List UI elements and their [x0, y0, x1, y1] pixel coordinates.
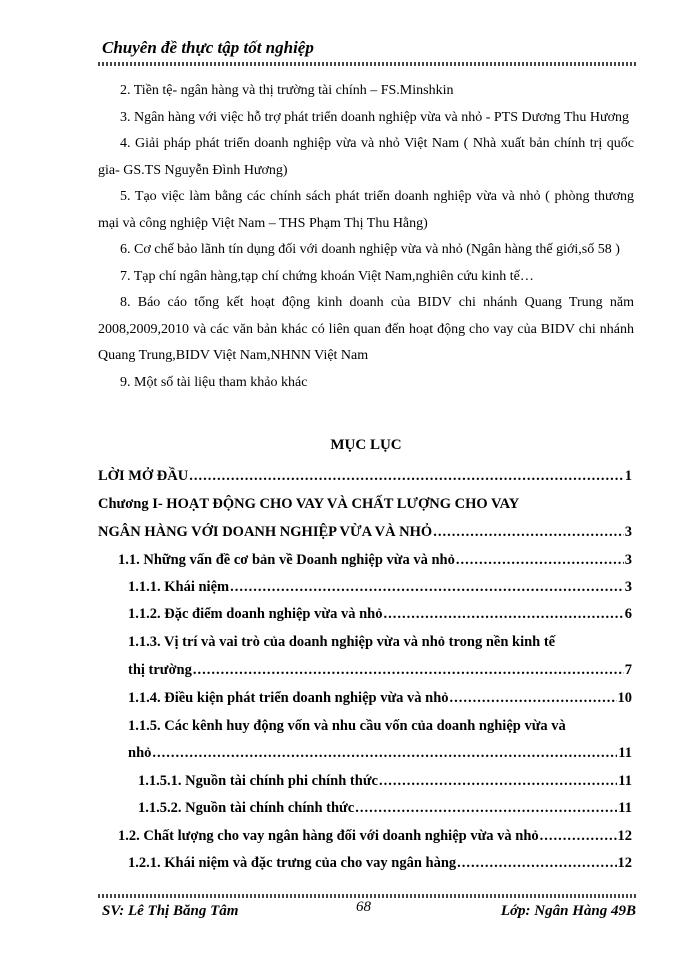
toc-entry[interactable]	[128, 853, 632, 873]
toc-entry[interactable]	[98, 522, 632, 542]
reference-list	[98, 78, 634, 396]
toc-leader-dots	[450, 688, 617, 708]
reference-item: 8. Báo cáo tổng kết hoạt động kinh doanh của BIDV chi nhánh Quang Trung năm 2008,2009,2010 và các văn bản khác có liên quan đến hoạt động cho vay của BIDV chi nhánh Quang Trung,BIDV Việt Nam,NHNN Việt Nam	[98, 295, 634, 363]
toc-entry-label: 1.2.1. Khái niệm và đặc trưng của cho vay ngân hàng	[128, 855, 457, 871]
toc-entry[interactable]	[138, 771, 632, 791]
toc-entry-label: 1.1.5.1. Nguồn tài chính phi chính thức	[138, 773, 378, 789]
toc-leader-dots	[540, 826, 617, 846]
toc-entry-page: 3	[624, 552, 632, 568]
toc-entry-label-line1[interactable]: 1.1.5. Các kênh huy động vốn và nhu cầu vốn của doanh nghiệp vừa và	[128, 718, 566, 734]
reference-item: 3. Ngân hàng với việc hỗ trợ phát triển doanh nghiệp vừa và nhỏ - PTS Dương Thu Hương	[120, 109, 629, 125]
reference-item: 9. Một số tài liệu tham khảo khác	[120, 374, 308, 390]
toc-entry-label: nhỏ	[128, 745, 152, 761]
footer-page-number: 68	[356, 899, 371, 915]
toc-entry[interactable]	[118, 550, 632, 570]
toc-entry-page: 3	[624, 579, 632, 595]
toc-entry-label: 1.1. Những vấn đề cơ bản về Doanh nghiệp vừa và nhỏ	[118, 552, 455, 568]
toc-entry-label: 1.1.2. Đặc điểm doanh nghiệp vừa và nhỏ	[128, 606, 383, 622]
toc-entry-page: 1	[624, 468, 632, 484]
toc-entry-page: 6	[624, 606, 632, 622]
reference-item: 6. Cơ chế bảo lãnh tín dụng đối với doanh nghiệp vừa và nhỏ (Ngân hàng thế giới,số 58 )	[120, 242, 620, 257]
toc-entry[interactable]	[128, 577, 632, 597]
toc-entry-label: 1.2. Chất lượng cho vay ngân hàng đối với doanh nghiệp vừa và nhỏ	[118, 828, 539, 844]
toc-entry-label: LỜI MỞ ĐẦU	[98, 468, 189, 484]
toc-heading: MỤC LỤC	[330, 437, 402, 453]
toc-leader-dots	[355, 798, 617, 818]
toc-leader-dots	[383, 604, 623, 624]
page-header-title: Chuyên đề thực tập tốt nghiệp	[102, 38, 314, 57]
toc-entry[interactable]	[128, 688, 632, 708]
toc-leader-dots	[230, 577, 624, 597]
footer-class-name: Lớp: Ngân Hàng 49B	[500, 903, 636, 919]
toc-entry[interactable]	[98, 466, 632, 486]
footer-student-name: SV: Lê Thị Băng Tâm	[102, 903, 239, 919]
toc-entry[interactable]	[138, 798, 632, 818]
toc-entry-page: 12	[617, 828, 632, 844]
toc-leader-dots	[433, 522, 624, 542]
toc-leader-dots	[189, 466, 624, 486]
toc-entry-page: 3	[624, 524, 632, 540]
toc-entry-label: 1.1.4. Điều kiện phát triển doanh nghiệp vừa và nhỏ	[128, 690, 449, 706]
toc-leader-dots	[379, 771, 617, 791]
footer-rule	[98, 894, 638, 898]
toc-entry[interactable]	[128, 604, 632, 624]
toc-entry-label: 1.1.5.2. Nguồn tài chính chính thức	[138, 800, 355, 816]
toc-leader-dots	[152, 743, 617, 763]
header-rule	[98, 62, 638, 66]
toc-entry-page: 7	[624, 662, 632, 678]
reference-item: 7. Tạp chí ngân hàng,tạp chí chứng khoán Việt Nam,nghiên cứu kinh tế…	[120, 268, 534, 284]
reference-item: 2. Tiền tệ- ngân hàng và thị trường tài chính – FS.Minshkin	[120, 83, 454, 98]
toc-entry-page: 11	[618, 745, 632, 761]
reference-item: 4. Giải pháp phát triển doanh nghiệp vừa và nhỏ Việt Nam ( Nhà xuất bản chính trị quốc gia- GS.TS Nguyễn Đình Hương)	[98, 136, 634, 178]
reference-item: 5. Tạo việc làm bằng các chính sách phát triển doanh nghiệp vừa và nhỏ ( phòng thương mại và công nghiệp Việt Nam – THS Phạm Thị Thu Hằng)	[98, 189, 634, 231]
toc-entry-page: 11	[618, 800, 632, 816]
toc-entry-page: 12	[617, 855, 632, 871]
toc-entry[interactable]	[118, 826, 632, 846]
toc-entry-label-line1[interactable]: 1.1.3. Vị trí và vai trò của doanh nghiệp vừa và nhỏ trong nền kinh tế	[128, 634, 556, 650]
toc-entry-page: 10	[617, 690, 632, 706]
toc-entry-label-line1[interactable]: Chương I- HOẠT ĐỘNG CHO VAY VÀ CHẤT LƯỢNG CHO VAY	[98, 496, 520, 512]
toc-leader-dots	[456, 550, 624, 570]
toc-entry-label: 1.1.1. Khái niệm	[128, 579, 230, 595]
toc-leader-dots	[193, 660, 624, 680]
toc-entry-page: 11	[618, 773, 632, 789]
toc-entry[interactable]	[128, 743, 632, 763]
toc-entry[interactable]	[128, 660, 632, 680]
toc-leader-dots	[457, 853, 616, 873]
toc-entry-label: NGÂN HÀNG VỚI DOANH NGHIỆP VỪA VÀ NHỎ	[98, 524, 433, 540]
toc-entry-label: thị trường	[128, 662, 192, 678]
